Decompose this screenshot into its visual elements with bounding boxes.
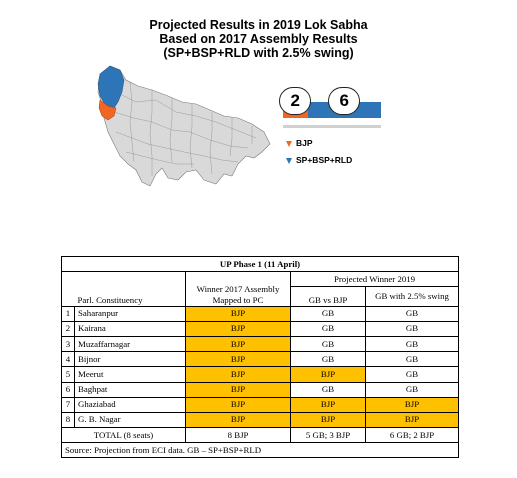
row-gb-swing: GB xyxy=(366,336,459,351)
row-constituency: Kairana xyxy=(75,321,186,336)
results-table xyxy=(61,256,459,458)
row-constituency: Meerut xyxy=(75,367,186,382)
row-gb-swing: BJP xyxy=(366,397,459,412)
header-gb-swing: GB with 2.5% swing xyxy=(366,287,459,306)
total-gb-vs-bjp: 5 GB; 3 BJP xyxy=(291,428,366,443)
row-winner-2017: BJP xyxy=(186,336,291,351)
row-winner-2017: BJP xyxy=(186,397,291,412)
header-projected-winner: Projected Winner 2019 xyxy=(291,272,459,287)
table-row xyxy=(62,367,459,382)
table-row xyxy=(62,336,459,351)
header-constituency: Parl. Constituency xyxy=(75,287,186,306)
legend-marker-bjp xyxy=(286,141,292,147)
total-label: TOTAL (8 seats) xyxy=(62,428,186,443)
up-map xyxy=(86,52,276,197)
row-gb-vs-bjp: BJP xyxy=(291,412,366,427)
row-number: 5 xyxy=(62,367,75,382)
header-blank xyxy=(62,272,75,287)
data-label-sp-bsp-rld: 6 xyxy=(328,87,360,115)
row-number: 8 xyxy=(62,412,75,427)
table-total-row xyxy=(62,428,459,443)
legend-item-sp-bsp-rld xyxy=(286,155,352,165)
header-winner-2017: Winner 2017 Assembly Mapped to PC xyxy=(186,272,291,306)
row-constituency: Muzaffarnagar xyxy=(75,336,186,351)
row-gb-vs-bjp: GB xyxy=(291,321,366,336)
row-constituency: Bijnor xyxy=(75,352,186,367)
row-gb-vs-bjp: BJP xyxy=(291,367,366,382)
row-winner-2017: BJP xyxy=(186,352,291,367)
row-gb-vs-bjp: GB xyxy=(291,352,366,367)
table-source: Source: Projection from ECI data. GB – SP+BSP+RLD xyxy=(62,443,459,458)
table-header-row-1 xyxy=(62,272,459,287)
title-line-1: Projected Results in 2019 Lok Sabha xyxy=(149,18,368,32)
header-gb-vs-bjp: GB vs BJP xyxy=(291,287,366,306)
row-constituency: Baghpat xyxy=(75,382,186,397)
table-row xyxy=(62,321,459,336)
row-number: 6 xyxy=(62,382,75,397)
table-row xyxy=(62,352,459,367)
row-winner-2017: BJP xyxy=(186,321,291,336)
row-number: 3 xyxy=(62,336,75,351)
header-blank xyxy=(62,287,75,306)
legend-label-bjp: BJP xyxy=(296,138,313,148)
title-line-3: (SP+BSP+RLD with 2.5% swing) xyxy=(163,46,354,60)
table-row xyxy=(62,306,459,321)
row-winner-2017: BJP xyxy=(186,412,291,427)
title-line-2: Based on 2017 Assembly Results xyxy=(159,32,358,46)
row-gb-vs-bjp: GB xyxy=(291,336,366,351)
table-row xyxy=(62,382,459,397)
row-winner-2017: BJP xyxy=(186,306,291,321)
row-constituency: Saharanpur xyxy=(75,306,186,321)
up-map-base xyxy=(98,66,270,186)
total-winner-2017: 8 BJP xyxy=(186,428,291,443)
legend-label-sp-bsp-rld: SP+BSP+RLD xyxy=(296,155,353,165)
row-number: 7 xyxy=(62,397,75,412)
table-caption-row xyxy=(62,257,459,272)
row-constituency: Ghaziabad xyxy=(75,397,186,412)
table-row xyxy=(62,412,459,427)
row-gb-swing: GB xyxy=(366,352,459,367)
row-gb-swing: GB xyxy=(366,306,459,321)
table-row xyxy=(62,397,459,412)
row-winner-2017: BJP xyxy=(186,382,291,397)
total-gb-swing: 6 GB; 2 BJP xyxy=(366,428,459,443)
row-gb-swing: GB xyxy=(366,382,459,397)
bar-baseline xyxy=(283,125,381,128)
row-gb-vs-bjp: GB xyxy=(291,306,366,321)
row-number: 2 xyxy=(62,321,75,336)
row-number: 4 xyxy=(62,352,75,367)
row-gb-swing: GB xyxy=(366,367,459,382)
row-gb-vs-bjp: GB xyxy=(291,382,366,397)
table-source-row xyxy=(62,443,459,458)
row-number: 1 xyxy=(62,306,75,321)
header-blank xyxy=(75,272,186,287)
table-caption: UP Phase 1 (11 April) xyxy=(62,257,459,272)
legend-marker-sp-bsp-rld xyxy=(286,158,292,164)
row-constituency: G. B. Nagar xyxy=(75,412,186,427)
row-gb-swing: BJP xyxy=(366,412,459,427)
legend-item-bjp xyxy=(286,138,313,148)
row-winner-2017: BJP xyxy=(186,367,291,382)
data-label-bjp: 2 xyxy=(279,87,311,115)
row-gb-vs-bjp: BJP xyxy=(291,397,366,412)
row-gb-swing: GB xyxy=(366,321,459,336)
table-body xyxy=(62,306,459,428)
